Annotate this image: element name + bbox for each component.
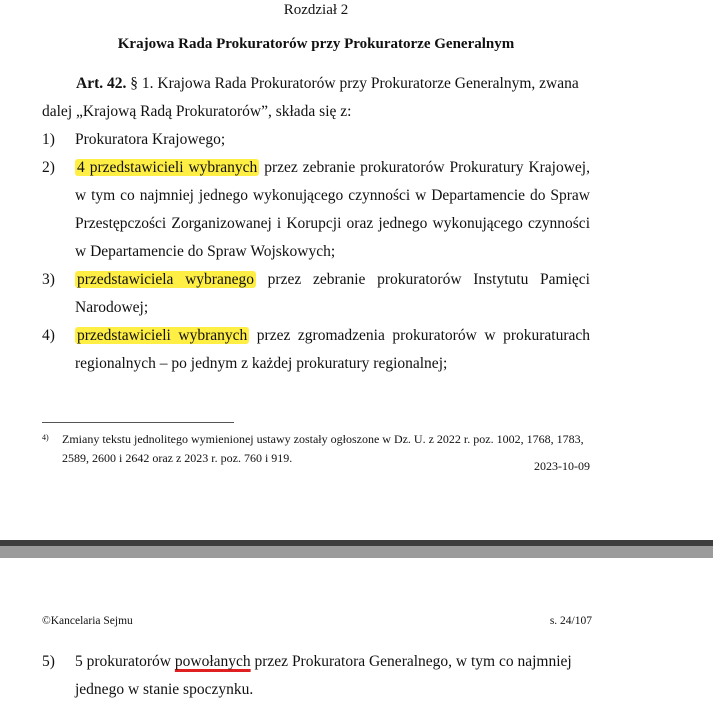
chapter-heading: Krajowa Rada Prokuratorów przy Prokuratorze Generalnym <box>117 36 515 52</box>
item-number: 1) <box>42 131 55 148</box>
list-item <box>42 154 590 266</box>
document-date: 2023-10-09 <box>534 459 590 473</box>
item-text <box>75 648 590 704</box>
article-intro-line2: dalej „Krajową Radą Prokuratorów”, składa się z: <box>42 103 352 120</box>
footnote-text: Zmiany tekstu jednolitego wymienionej ustawy zostały ogłoszone w Dz. U. z 2022 r. poz. 1002, 1768, 1783, 2589, 2600 i 2642 oraz z 2023 r. poz. 760 i 919. <box>62 432 584 465</box>
item-rest-text: przez zebranie prokuratorów Instytutu Pamięci Narodowej; <box>75 271 590 316</box>
highlighted-text: przedstawicieli wybranych <box>77 327 248 344</box>
item-text-start: 5 prokuratorów <box>75 653 175 670</box>
article-label: Art. 42. <box>76 75 127 92</box>
item-number: 4) <box>42 327 55 344</box>
list-item <box>42 648 590 704</box>
publisher-label: ©Kancelaria Sejmu <box>42 615 133 627</box>
red-underlined-text: powołanych <box>174 653 251 670</box>
item-text <box>75 266 590 322</box>
item-rest-text: przez zgromadzenia prokuratorów w prokuraturach regionalnych – po jednym z każdej prokuratury regionalnej; <box>75 327 590 372</box>
item-text <box>75 154 590 266</box>
highlighted-text: 4 przedstawicieli wybranych <box>77 159 258 176</box>
highlighted-text: przedstawiciela wybranego <box>77 271 254 288</box>
item-rest-text: przez Prokuratora Generalnego, w tym co najmniej jednego w stanie spoczynku. <box>75 653 572 698</box>
footnote-marker: 4) <box>42 433 49 442</box>
list-item <box>42 266 590 322</box>
item-rest-text: przez zebranie prokuratorów Prokuratury Krajowej, w tym co najmniej jednego wykonującego czynności w Departamencie do Spraw Przestępczości Zorganizowanej i Korupcji oraz jednego wykonującego czynności w Departamencie do Spraw Wojskowych; <box>75 159 590 260</box>
page-gap <box>0 546 713 558</box>
chapter-label: Rozdział 2 <box>283 2 349 18</box>
item-number: 2) <box>42 159 55 176</box>
footnote <box>42 430 590 468</box>
item-text: Prokuratora Krajowego; <box>75 131 226 148</box>
item-number: 5) <box>42 653 55 670</box>
item-number: 3) <box>42 271 55 288</box>
article-intro <box>42 70 590 126</box>
footnote-divider <box>42 422 234 423</box>
list-item <box>42 126 590 154</box>
article-intro-line1: § 1. Krajowa Rada Prokuratorów przy Prokuratorze Generalnym, zwana <box>126 75 579 92</box>
list-item <box>42 322 590 378</box>
page-number: s. 24/107 <box>549 615 592 627</box>
item-text <box>75 322 590 378</box>
